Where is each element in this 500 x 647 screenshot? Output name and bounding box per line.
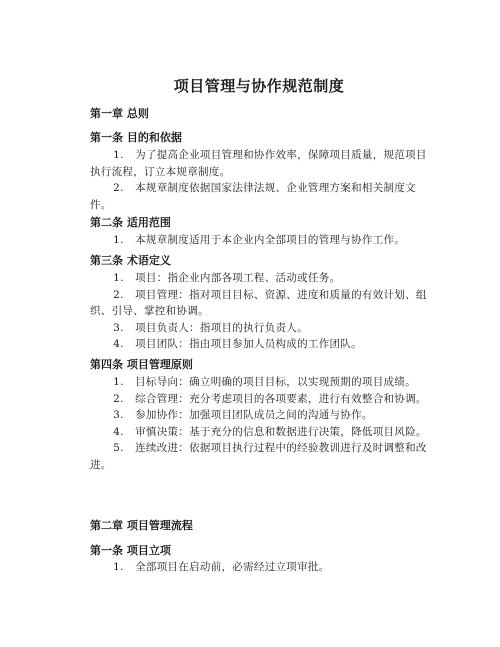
- article-body: [90, 559, 428, 576]
- list-item: 1. 项目：指企业内部各项工程、活动或任务。: [113, 272, 341, 284]
- article-heading: 第一条 目的和依据: [90, 131, 182, 144]
- article-heading: 第一条 项目立项: [90, 544, 171, 557]
- document-title: 项目管理与协作规范制度: [173, 77, 345, 95]
- chapter-heading: 第二章 项目管理流程: [90, 519, 193, 532]
- list-item: 2. 项目管理：指对项目目标、资源、进度和质量的有效计划、组织、引导、掌控和协调。: [90, 288, 427, 317]
- article-body: [90, 232, 428, 249]
- list-item: 1. 本规章制度适用于本企业内全部项目的管理与协作工作。: [113, 234, 406, 246]
- chapter-heading: 第一章 总则: [90, 107, 149, 120]
- list-item: 1. 目标导向：确立明确的项目目标，以实现预期的项目成绩。: [113, 376, 416, 388]
- list-item: 3. 参加协作：加强项目团队成员之间的沟通与协作。: [113, 409, 373, 421]
- list-item: 1. 为了提高企业项目管理和协作效率，保障项目质量，规范项目执行流程，订立本规章制度。: [90, 149, 427, 178]
- list-item: 4. 项目团队：指由项目参加人员构成的工作团队。: [113, 338, 362, 350]
- article-body: [90, 270, 428, 353]
- list-item: 2. 综合管理：充分考虑项目的各项要素，进行有效整合和协调。: [113, 392, 427, 405]
- article-heading: 第四条 项目管理原则: [90, 358, 193, 371]
- list-item: 3. 项目负责人：指项目的执行负责人。: [113, 321, 308, 334]
- article-heading: 第三条 术语定义: [90, 254, 171, 267]
- article-body: [90, 147, 428, 213]
- article-heading: 第二条 适用范围: [90, 216, 171, 229]
- list-item: 4. 审慎决策：基于充分的信息和数据进行决策，降低项目风险。: [113, 425, 427, 438]
- list-item: 1. 全部项目在启动前，必需经过立项审批。: [113, 561, 330, 573]
- article-body: [90, 374, 428, 473]
- list-item: 5. 连续改进：依据项目执行过程中的经验教训进行及时调整和改进。: [90, 442, 427, 471]
- list-item: 2. 本规章制度依据国家法律法规、企业管理方案和相关制度文件。: [90, 182, 416, 211]
